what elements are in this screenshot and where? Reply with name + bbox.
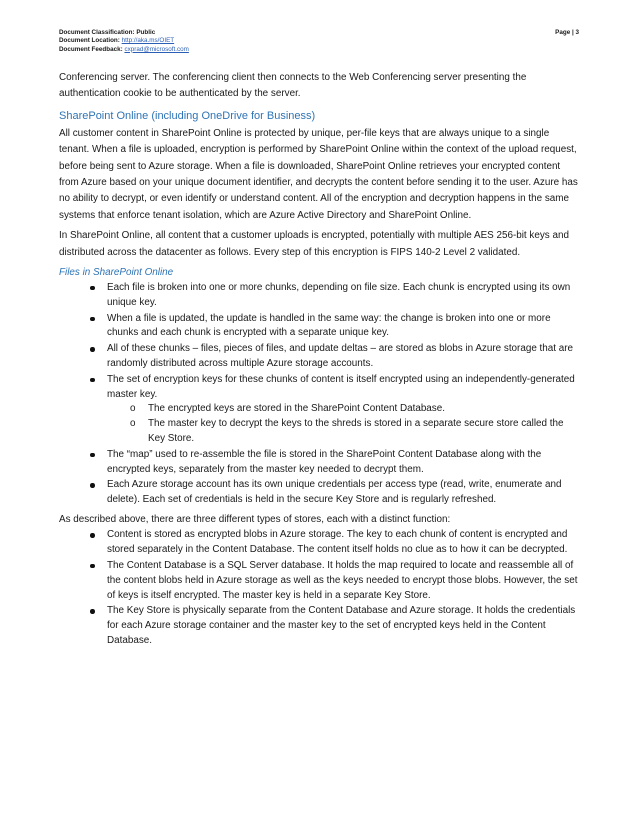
list-item-text: Each Azure storage account has its own unique credentials per access type (read, write, enumerate and delete). Each set of credentials is held in the secure Key Store and is regularly refreshed. [107, 479, 562, 506]
hollow-bullet-icon: o [130, 403, 136, 415]
list-item-text: The Key Store is physically separate from the Content Database and Azure storage. It holds the credentials for each Azure storage container and the master key to the set of encrypted keys held in the Content Database. [107, 605, 576, 646]
list-item-text: The set of encryption keys for these chunks of content is itself encrypted using an independently-generated master key. [107, 373, 575, 400]
bullet-icon [90, 378, 95, 383]
location-line [59, 37, 579, 45]
feedback-line [59, 46, 579, 54]
location-label: Document Location: [59, 37, 120, 45]
list-item-text: Content is stored as encrypted blobs in Azure storage. The key to each chunk of content is encrypted and stored separately in the Content Database. The content itself holds no clue as to how it can be decrypted. [107, 529, 568, 556]
classification-line [59, 29, 155, 37]
list-item-text: All of these chunks – files, pieces of files, and update deltas – are stored as blobs in Azure storage that are randomly distributed across multiple Azure storage accounts. [107, 343, 574, 369]
nested-list-item-text: The encrypted keys are stored in the SharePoint Content Database. [148, 403, 445, 415]
feedback-label: Document Feedback: [59, 45, 123, 53]
hollow-bullet-icon: o [130, 418, 136, 430]
bullet-icon [90, 453, 95, 458]
list-item [59, 448, 579, 478]
nested-list-item [107, 402, 579, 417]
list-item [59, 342, 579, 372]
list-item [59, 373, 579, 447]
paragraph-3: As described above, there are three different types of stores, each with a distinct function: [59, 513, 451, 525]
list-item [59, 478, 579, 508]
stores-bullet-list [59, 528, 579, 648]
bullet-icon [90, 564, 95, 569]
subheading-files: Files in SharePoint Online [59, 266, 174, 278]
list-item [59, 528, 579, 558]
classification-label: Document Classification: [59, 29, 135, 36]
list-item [59, 312, 579, 342]
paragraph-1: All customer content in SharePoint Online is protected by unique, per-file keys that are always unique to a single tenant. When a file is uploaded, encryption is performed by SharePoint Online within the context of the upload request, before being sent to Azure storage. When a file is downloaded, SharePoint Online retrieves your encrypted content from Azure based on your unique document identifier, and decrypts the content before sending it to the user. Azure has no ability to decrypt, or even identify or understand content. All of the encryption and decryption happens in the same systems that enforce tenant isolation, which are Azure Active Directory and SharePoint Online. [59, 127, 578, 221]
classification-value: Public [136, 29, 156, 36]
list-item-text: When a file is updated, the update is handled in the same way: the change is broken into one or more chunks and each chunk is encrypted with a separate unique key. [107, 312, 551, 339]
files-bullet-list [59, 281, 579, 508]
list-item [59, 281, 579, 311]
bullet-icon [90, 609, 95, 614]
bullet-icon [90, 317, 95, 322]
bullet-icon [90, 286, 95, 291]
intro-paragraph: Conferencing server. The conferencing client then connects to the Web Conferencing server presenting the authentication cookie to be authenticated by the server. [59, 71, 527, 100]
section-heading: SharePoint Online (including OneDrive for Business) [59, 109, 316, 122]
location-link[interactable]: http://aka.ms/OIET [121, 37, 175, 45]
bullet-icon [90, 533, 95, 538]
list-item-text: The Content Database is a SQL Server database. It holds the map required to locate and reassemble all of the content blobs held in Azure storage as well as the keys needed to encrypt those blobs. However, the set of keys is itself encrypted. The master key is held in a separate Key Store. [107, 559, 578, 601]
list-item-text: Each file is broken into one or more chunks, depending on file size. Each chunk is encrypted using its own unique key. [107, 281, 571, 308]
list-item [59, 559, 579, 603]
document-header [59, 29, 579, 54]
list-item [59, 604, 579, 648]
nested-list-item [107, 417, 579, 447]
page-number: Page | 3 [555, 29, 579, 36]
list-item-text: The “map” used to re-assemble the file is stored in the SharePoint Content Database along with the encrypted keys, separately from the master key needed to decrypt them. [107, 448, 542, 475]
nested-list-item-text: The master key to decrypt the keys to the shreds is stored in a separate secure store called the Key Store. [148, 418, 564, 444]
bullet-icon [90, 483, 95, 488]
nested-bullet-list [107, 402, 579, 446]
paragraph-2: In SharePoint Online, all content that a customer uploads is encrypted, potentially with multiple AES 256-bit keys and distributed across the datacenter as follows. Every step of this encryption is FIPS 140-2 Level 2 validated. [59, 230, 569, 258]
feedback-email-link[interactable]: cxprad@microsoft.com [124, 45, 189, 53]
bullet-icon [90, 347, 95, 352]
